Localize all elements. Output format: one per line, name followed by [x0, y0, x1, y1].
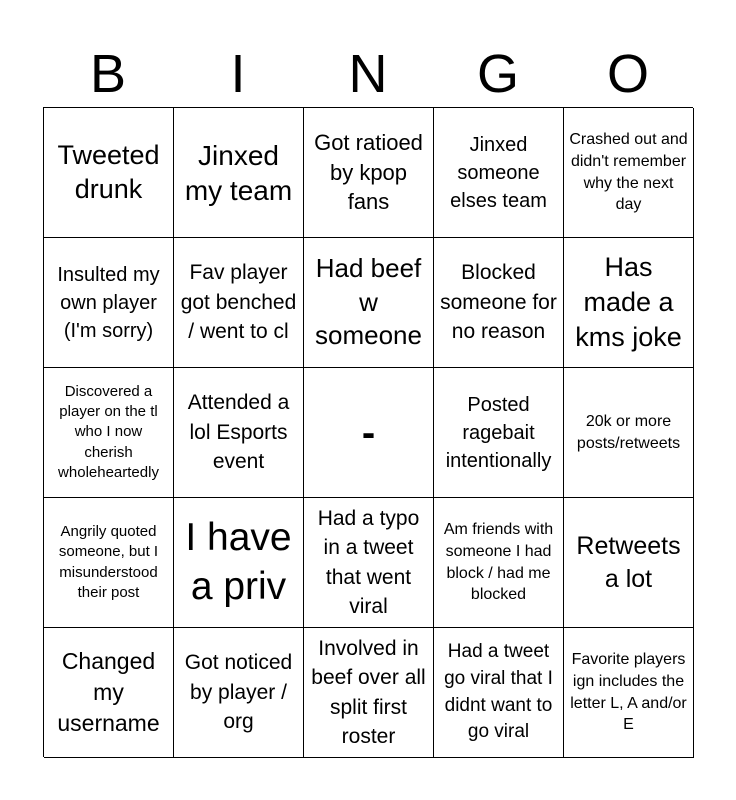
bingo-cell[interactable]: 20k or more posts/retweets: [564, 368, 694, 498]
bingo-cell[interactable]: Had beef w someone: [304, 238, 434, 368]
bingo-cell[interactable]: Jinxed my team: [174, 108, 304, 238]
bingo-cell[interactable]: Attended a lol Esports event: [174, 368, 304, 498]
bingo-board: [43, 107, 693, 757]
bingo-cell[interactable]: Retweets a lot: [564, 498, 694, 628]
free-space-cell[interactable]: -: [304, 368, 434, 498]
bingo-cell[interactable]: Posted ragebait intentionally: [434, 368, 564, 498]
bingo-cell[interactable]: Discovered a player on the tl who I now cherish wholeheartedly: [44, 368, 174, 498]
header-letter-b: B: [89, 44, 127, 104]
bingo-cell[interactable]: Crashed out and didn't remember why the next day: [564, 108, 694, 238]
bingo-cell[interactable]: Jinxed someone elses team: [434, 108, 564, 238]
bingo-cell[interactable]: Blocked someone for no reason: [434, 238, 564, 368]
bingo-cell[interactable]: Changed my username: [44, 628, 174, 758]
bingo-cell[interactable]: Had a tweet go viral that I didnt want to go viral: [434, 628, 564, 758]
bingo-cell[interactable]: Fav player got benched / went to cl: [174, 238, 304, 368]
bingo-cell[interactable]: Got ratioed by kpop fans: [304, 108, 434, 238]
bingo-header: [43, 40, 693, 108]
bingo-cell[interactable]: Had a typo in a tweet that went viral: [304, 498, 434, 628]
bingo-cell[interactable]: Am friends with someone I had block / had me blocked: [434, 498, 564, 628]
bingo-cell[interactable]: I have a priv: [174, 498, 304, 628]
bingo-cell[interactable]: Insulted my own player (I'm sorry): [44, 238, 174, 368]
bingo-cell[interactable]: Has made a kms joke: [564, 238, 694, 368]
header-letter-n: N: [348, 44, 388, 104]
bingo-cell[interactable]: Got noticed by player / org: [174, 628, 304, 758]
header-letter-o: O: [606, 44, 649, 104]
bingo-cell[interactable]: Tweeted drunk: [44, 108, 174, 238]
header-letter-g: G: [476, 44, 519, 104]
bingo-cell[interactable]: Involved in beef over all split first roster: [304, 628, 434, 758]
bingo-cell[interactable]: Favorite players ign includes the letter L, A and/or E: [564, 628, 694, 758]
bingo-cell[interactable]: Angrily quoted someone, but I misunderstood their post: [44, 498, 174, 628]
header-letter-i: I: [230, 44, 246, 104]
